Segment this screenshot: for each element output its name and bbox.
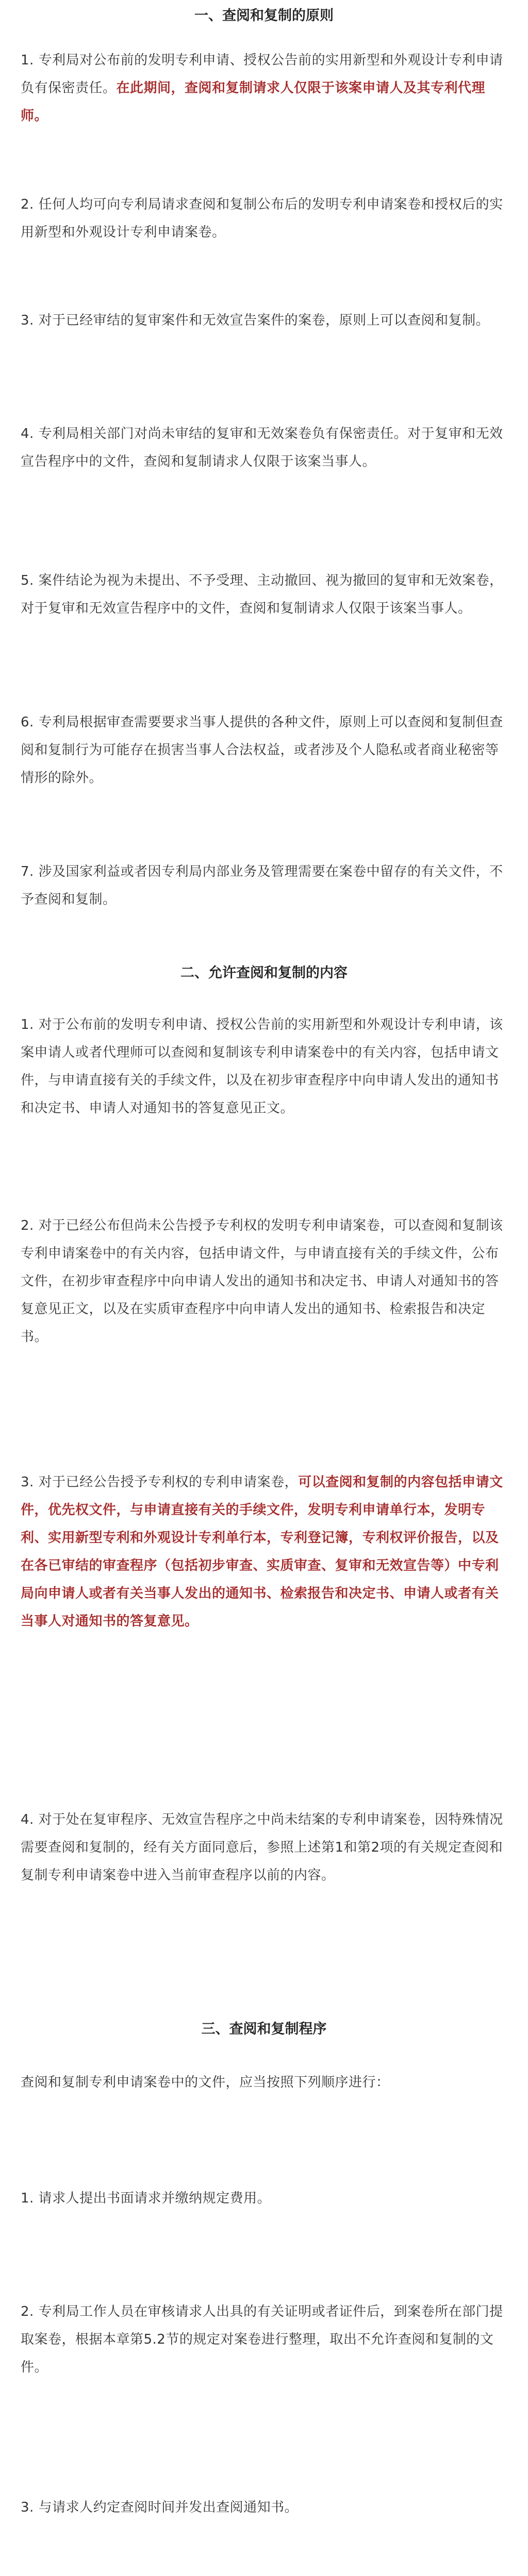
s3-p1-text: 查阅和复制专利申请案卷中的文件，应当按照下列顺序进行： <box>21 2075 390 2090</box>
s1-p3-text: 3. 对于已经审结的复审案件和无效宣告案件的案卷，原则上可以查阅和复制。 <box>21 313 490 328</box>
s3-p4 <box>21 2494 507 2521</box>
s1-p2 <box>21 191 507 246</box>
s2-p1-text: 1. 对于公布前的发明专利申请、授权公告前的实用新型和外观设计专利申请，该案申请人或者代理师可以查阅和复制该专利申请案卷中的有关内容，包括申请文件，与申请直接有关的手续文件，以及在初步审查程序中向申请人发出的通知书和决定书、申请人对通知书的答复意见正文。 <box>21 1017 503 1116</box>
s3-p2 <box>21 2184 507 2212</box>
s1-p7-text: 7. 涉及国家利益或者因专利局内部业务及管理需要在案卷中留存的有关文件，不予查阅和复制。 <box>21 864 503 907</box>
section-1-heading: 一、查阅和复制的原则 <box>194 8 334 24</box>
s1-p6-text: 6. 专利局根据审查需要要求当事人提供的各种文件，原则上可以查阅和复制但查阅和复制行为可能存在损害当事人合法权益，或者涉及个人隐私或者商业秘密等情形的除外。 <box>21 715 503 786</box>
section-3-heading: 三、查阅和复制程序 <box>201 2021 327 2037</box>
section-3 <box>21 2014 507 2044</box>
s1-p5 <box>21 567 507 622</box>
s1-p1-highlight: 在此期间，查阅和复制请求人仅限于该案申请人及其专利代理师。 <box>21 80 486 124</box>
s2-p3-text: 3. 对于已经公告授予专利权的专利申请案卷， <box>21 1475 299 1490</box>
s2-p3 <box>21 1468 507 1635</box>
s1-p4 <box>21 420 507 476</box>
s2-p1 <box>21 1011 507 1122</box>
s3-p2-text: 1. 请求人提出书面请求并缴纳规定费用。 <box>21 2191 271 2206</box>
section-1 <box>21 1 507 31</box>
s2-p3-highlight: 可以查阅和复制的内容包括申请文件，优先权文件，与申请直接有关的手续文件，发明专利申请单行本，发明专利、实用新型专利和外观设计专利单行本，专利登记簿，专利权评价报告，以及在各已审结的审查程序（包括初步审查、实质审查、复审和无效宣告等）中专利局向申请人或者有关当事人发出的通知书、检索报告和决定书、申请人或者有关当事人对通知书的答复意见。 <box>21 1475 503 1629</box>
s2-p4-text: 4. 对于处在复审程序、无效宣告程序之中尚未结案的专利申请案卷，因特殊情况需要查阅和复制的，经有关方面同意后，参照上述第1和第2项的有关规定查阅和复制专利申请案卷中进入当前审查程序以前的内容。 <box>21 1812 503 1883</box>
section-2 <box>21 958 507 988</box>
s3-p4-text: 3. 与请求人约定查阅时间并发出查阅通知书。 <box>21 2500 299 2515</box>
section-2-heading: 二、允许查阅和复制的内容 <box>180 965 348 981</box>
s2-p2 <box>21 1212 507 1351</box>
s1-p7 <box>21 858 507 913</box>
s1-p5-text: 5. 案件结论为视为未提出、不予受理、主动撤回、视为撤回的复审和无效案卷，对于复审和无效宣告程序中的文件，查阅和复制请求人仅限于该案当事人。 <box>21 573 503 616</box>
s1-p6 <box>21 708 507 792</box>
s1-p1-text: 1. 专利局对公布前的发明专利申请、授权公告前的实用新型和外观设计专利申请负有保密责任。 <box>21 53 503 96</box>
s2-p2-text: 2. 对于已经公布但尚未公告授予专利权的发明专利申请案卷，可以查阅和复制该专利申请案卷中的有关内容，包括申请文件，与申请直接有关的手续文件，公布文件，在初步审查程序中向申请人发出的通知书和决定书、申请人对通知书的答复意见正文，以及在实质审查程序中向申请人发出的通知书、检索报告和决定书。 <box>21 1218 503 1345</box>
s1-p1 <box>21 46 507 130</box>
s2-p4 <box>21 1806 507 1889</box>
s3-p3 <box>21 2298 507 2381</box>
s3-p3-text: 2. 专利局工作人员在审核请求人出具的有关证明或者证件后，到案卷所在部门提取案卷，根据本章第5.2节的规定对案卷进行整理，取出不允许查阅和复制的文件。 <box>21 2304 503 2375</box>
s1-p4-text: 4. 专利局相关部门对尚未审结的复审和无效案卷负有保密责任。对于复审和无效宣告程序中的文件，查阅和复制请求人仅限于该案当事人。 <box>21 426 503 469</box>
s1-p3 <box>21 307 507 334</box>
s3-p1 <box>21 2069 507 2096</box>
s1-p2-text: 2. 任何人均可向专利局请求查阅和复制公布后的发明专利申请案卷和授权后的实用新型和外观设计专利申请案卷。 <box>21 197 503 240</box>
